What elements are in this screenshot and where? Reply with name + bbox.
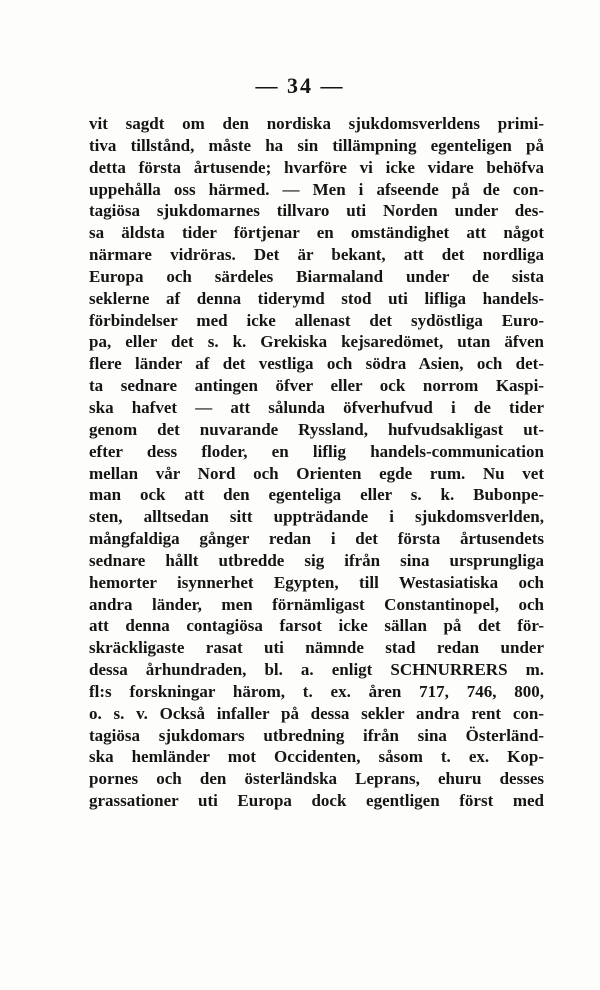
text-line: förbindelser med icke allenast det sydöstliga Euro- [89,310,544,330]
text-line: o. s. v. Också infaller på dessa sekler andra rent con- [89,703,544,723]
text-line: man ock att den egenteliga eller s. k. Bubonpe- [89,485,544,505]
text-line: dessa århundraden, bl. a. enligt SCHNURRERS m. [89,660,544,680]
text-line: pa, eller det s. k. Grekiska kejsaredömet, utan äfven [89,332,544,352]
text-line: sa äldsta tider förtjenar en omständighet att något [89,223,544,243]
text-line: vit sagdt om den nordiska sjukdomsverldens primi- [89,114,544,133]
page-number: — 34 — [255,73,345,98]
text-line: flere länder af det vestliga och södra Asien, och det- [89,354,544,374]
text-line: skräckligaste rasat uti nämnde stad redan under [89,638,544,658]
text-line: grassationer uti Europa dock egentligen först med [89,791,544,811]
text-line: sednare hållt utbredde sig ifrån sina ursprungliga [89,550,544,570]
text-line: tagiösa sjukdomarnes tillvaro uti Norden under des- [89,201,544,221]
text-line: andra länder, men förnämligast Constantinopel, och [89,594,544,614]
text-line: ska hemländer mot Occidenten, såsom t. ex. Kop- [89,747,544,767]
text-line: seklerne af denna tiderymd stod uti lifliga handels- [89,288,544,308]
body-text [89,113,544,812]
text-line: mellan vår Nord och Orienten egde rum. Nu vet [89,463,544,483]
text-line: sten, alltsedan sitt uppträdande i sjukdomsverlden, [89,507,544,527]
text-line: tagiösa sjukdomars utbredning ifrån sina Österländ- [89,725,544,745]
text-line: tiva tillstånd, måste ha sin tillämpning egenteligen på [89,135,544,155]
text-line: att denna contagiösa farsot icke sällan på det för- [89,616,544,636]
text-line: efter dess floder, en liflig handels-communication [89,441,544,461]
text-line: ta sednare antingen öfver eller ock norrom Kaspi- [89,376,544,396]
text-line: hemorter isynnerhet Egypten, till Westasiatiska och [89,572,544,592]
text-line: närmare vidröras. Det är bekant, att det nordliga [89,245,544,265]
text-line: fl:s forskningar härom, t. ex. åren 717, 746, 800, [89,681,544,701]
text-line: Europa och särdeles Biarmaland under de sista [89,266,544,286]
text-line: genom det nuvarande Ryssland, hufvudsakligast ut- [89,419,544,439]
text-line: uppehålla oss härmed. — Men i afseende på de con- [89,179,544,199]
text-line: mångfaldiga gånger redan i det första årtusendets [89,529,544,549]
text-line: pornes och den österländska Leprans, ehuru desses [89,769,544,789]
text-line: detta första årtusende; hvarföre vi icke vidare behöfva [89,157,544,177]
text-line: ska hafvet — att sålunda öfverhufvud i de tider [89,397,544,417]
